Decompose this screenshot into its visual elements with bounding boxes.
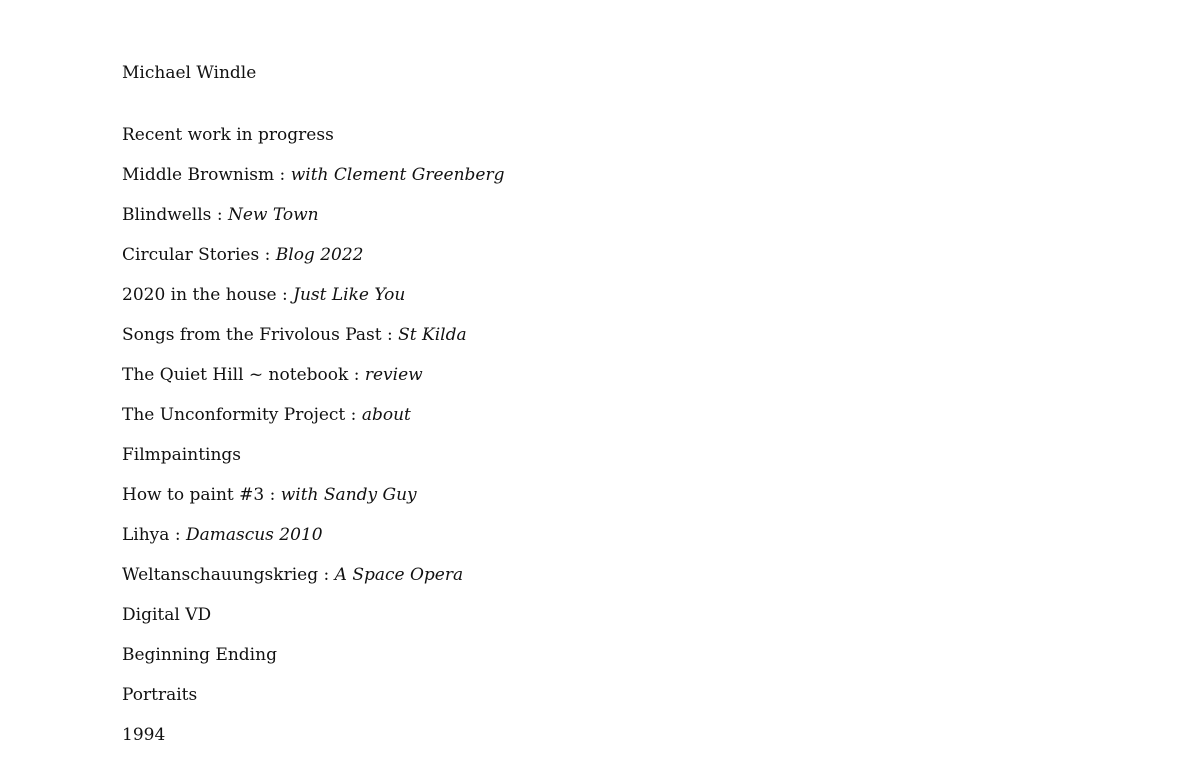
work-title: Filmpaintings — [122, 445, 242, 465]
work-separator: : — [211, 205, 228, 225]
work-item-2020-in-the-house[interactable] — [122, 284, 504, 306]
work-item-middle-brownism[interactable] — [122, 164, 504, 186]
work-item-the-quiet-hill[interactable] — [122, 364, 504, 386]
work-item-1994[interactable] — [122, 724, 504, 746]
work-separator: : — [276, 285, 294, 305]
work-item-digital-vd[interactable] — [122, 604, 504, 626]
work-item-the-unconformity-project[interactable] — [122, 404, 504, 426]
work-list — [122, 124, 504, 764]
work-subtitle: St Kilda — [398, 325, 467, 345]
work-title: Portraits — [122, 685, 198, 705]
work-separator: : — [259, 245, 276, 265]
work-separator: : — [345, 405, 362, 425]
work-separator: : — [274, 165, 291, 185]
work-subtitle: review — [364, 365, 423, 385]
work-title: How to paint #3 — [122, 485, 265, 505]
work-item-portraits[interactable] — [122, 684, 504, 706]
work-title: 1994 — [122, 725, 166, 745]
work-item-blindwells[interactable] — [122, 204, 504, 226]
work-item-beginning-ending[interactable] — [122, 644, 504, 666]
work-title: Blindwells — [122, 205, 212, 225]
work-title: Songs from the Frivolous Past — [122, 325, 382, 345]
site-title[interactable]: Michael Windle — [122, 63, 257, 83]
work-separator: : — [318, 565, 335, 585]
work-title: The Unconformity Project — [122, 405, 346, 425]
work-separator: : — [348, 365, 365, 385]
work-title: Middle Brownism — [122, 165, 275, 185]
work-subtitle: Just Like You — [293, 285, 406, 305]
work-title: Recent work in progress — [122, 125, 334, 145]
work-item-songs-from-the-frivolous-past[interactable] — [122, 324, 504, 346]
work-item-filmpaintings[interactable] — [122, 444, 504, 466]
work-title: Weltanschauungskrieg — [122, 565, 319, 585]
work-title: 2020 in the house — [122, 285, 277, 305]
work-item-weltanschauungskrieg[interactable] — [122, 564, 504, 586]
work-item-recent-work-in-progress[interactable] — [122, 124, 504, 146]
work-subtitle: Damascus 2010 — [185, 525, 323, 545]
work-separator: : — [264, 485, 281, 505]
work-item-lihya[interactable] — [122, 524, 504, 546]
work-title: Digital VD — [122, 605, 212, 625]
work-separator: : — [381, 325, 399, 345]
work-item-how-to-paint-3[interactable] — [122, 484, 504, 506]
work-title: Lihya — [122, 525, 170, 545]
work-title: The Quiet Hill ~ notebook — [122, 365, 349, 385]
work-subtitle: with Sandy Guy — [280, 485, 417, 505]
work-title: Beginning Ending — [122, 645, 277, 665]
work-subtitle: with Clement Greenberg — [290, 165, 505, 185]
work-title: Circular Stories — [122, 245, 260, 265]
work-item-circular-stories[interactable] — [122, 244, 504, 266]
work-subtitle: about — [361, 405, 411, 425]
work-subtitle: New Town — [227, 205, 319, 225]
work-subtitle: Blog 2022 — [275, 245, 364, 265]
work-subtitle: A Space Opera — [334, 565, 464, 585]
work-separator: : — [169, 525, 186, 545]
